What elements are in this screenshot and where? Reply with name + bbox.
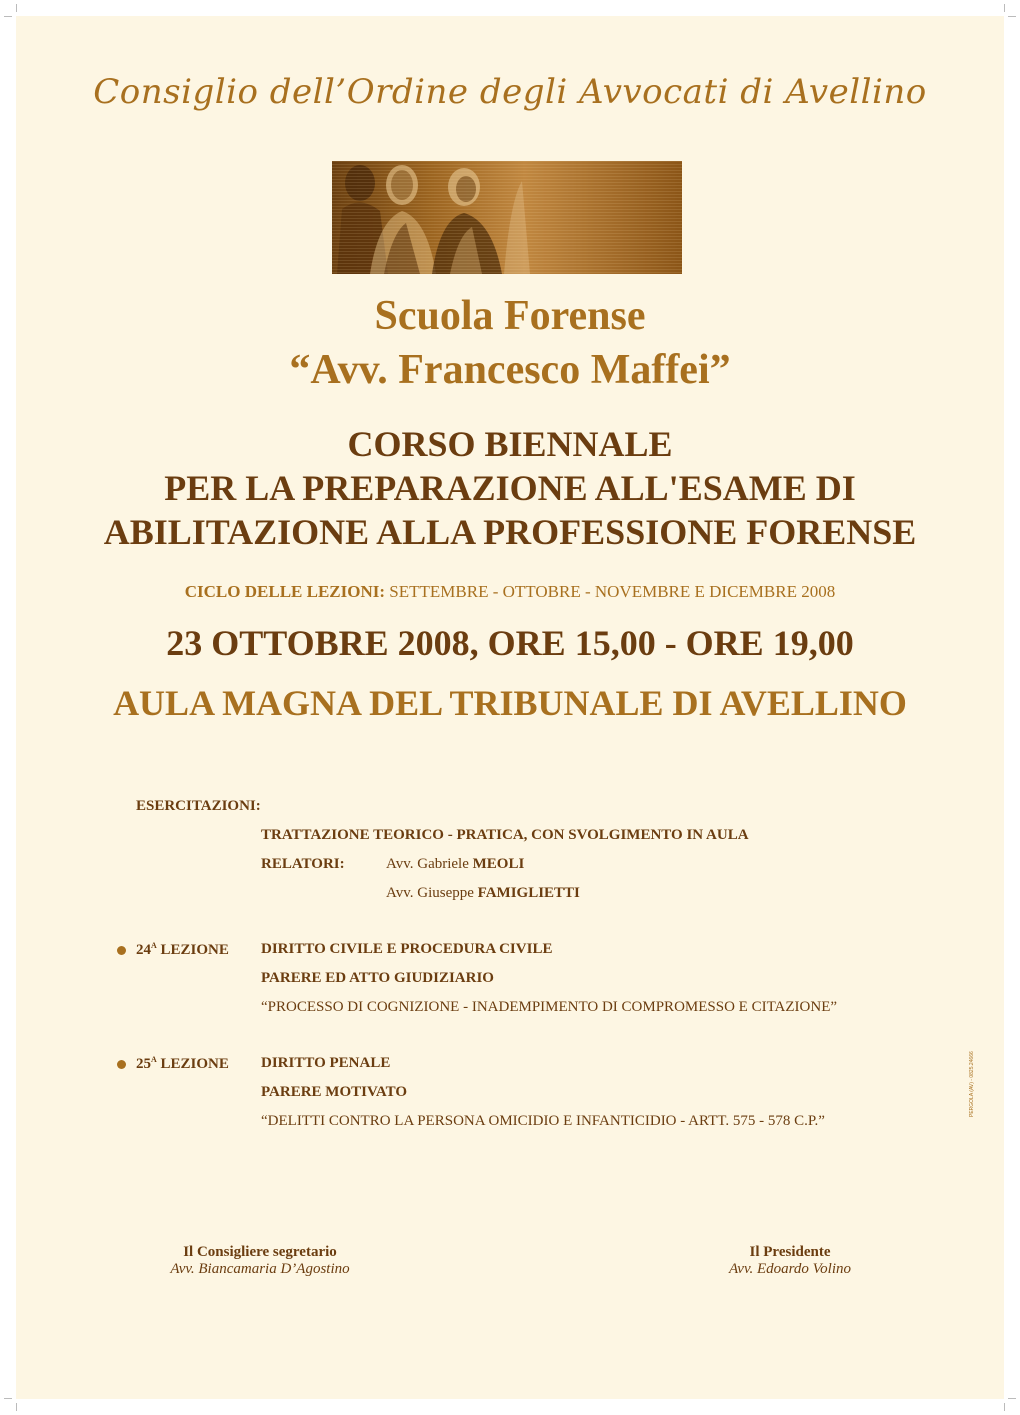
crop-mark (1008, 1398, 1016, 1399)
course-subtitle-2: ABILITAZIONE ALLA PROFESSIONE FORENSE (103, 512, 917, 552)
secretary-signature (130, 1244, 390, 1278)
lesson-word: LEZIONE (156, 942, 229, 958)
president-signature (680, 1244, 900, 1278)
speaker-surname: FAMIGLIETTI (477, 885, 580, 901)
crop-mark (4, 16, 12, 17)
president-name: Avv. Edoardo Volino (728, 1261, 852, 1277)
printer-credit (966, 1028, 978, 1118)
speaker-2 (386, 885, 580, 902)
cycle-months: SETTEMBRE - OTTOBRE - NOVEMBRE E DICEMBRE 2008 (389, 582, 836, 601)
lesson-topic: “DELITTI CONTRO LA PERSONA OMICIDIO E INFANTICIDIO - ARTT. 575 - 578 C.P.” (261, 1113, 825, 1129)
school-name: Scuola Forense (374, 293, 646, 339)
lesson-number-value: 25 (136, 1056, 151, 1072)
exercises-heading: ESERCITAZIONI: (136, 798, 261, 814)
president-role: Il Presidente (749, 1244, 831, 1260)
speaker-prefix: Avv. Gabriele (386, 856, 473, 872)
lesson-number (136, 1055, 229, 1073)
printer-text: PERGOLA (AV) - 0825.24666 (969, 1051, 975, 1117)
event-datetime: 23 OTTOBRE 2008, ORE 15,00 - ORE 19,00 (166, 623, 854, 663)
council-title: Consiglio dell’Ordine degli Avvocati di Avellino (93, 72, 927, 112)
speaker-1 (386, 856, 524, 873)
crop-mark (1004, 1403, 1005, 1411)
school-dedication: “Avv. Francesco Maffei” (289, 347, 731, 393)
bullet-icon (117, 946, 126, 955)
lesson-subject: DIRITTO CIVILE E PROCEDURA CIVILE (261, 941, 553, 957)
crop-mark (1008, 16, 1016, 17)
lesson-ordinal: A (151, 941, 157, 950)
secretary-name: Avv. Biancamaria D’Agostino (170, 1261, 350, 1277)
lesson-word: LEZIONE (156, 1056, 229, 1072)
cycle-label: CICLO DELLE LEZIONI: (184, 582, 386, 601)
lesson-type: PARERE MOTIVATO (261, 1084, 407, 1100)
lesson-subject: DIRITTO PENALE (261, 1055, 391, 1071)
roman-relief-image (332, 161, 682, 274)
lesson-ordinal: A (151, 1055, 157, 1064)
speaker-surname: MEOLI (472, 856, 525, 872)
crop-mark (1004, 4, 1005, 12)
lesson-topic: “PROCESSO DI COGNIZIONE - INADEMPIMENTO DI COMPROMESSO E CITAZIONE” (261, 999, 838, 1015)
crop-mark (16, 1403, 17, 1411)
course-subtitle-1: PER LA PREPARAZIONE ALL'ESAME DI (164, 468, 856, 508)
lesson-number-value: 24 (136, 942, 151, 958)
lesson-cycle (0, 582, 1020, 602)
event-venue: AULA MAGNA DEL TRIBUNALE DI AVELLINO (113, 683, 907, 723)
bullet-icon (117, 1060, 126, 1069)
exercises-description: TRATTAZIONE TEORICO - PRATICA, CON SVOLGIMENTO IN AULA (261, 827, 749, 843)
lesson-number (136, 941, 229, 959)
secretary-role: Il Consigliere segretario (183, 1244, 337, 1260)
speakers-label: RELATORI: (261, 856, 345, 872)
lesson-type: PARERE ED ATTO GIUDIZIARIO (261, 970, 494, 986)
crop-mark (4, 1398, 12, 1399)
speaker-prefix: Avv. Giuseppe (386, 885, 478, 901)
course-title: CORSO BIENNALE (347, 424, 673, 464)
crop-mark (16, 4, 17, 12)
